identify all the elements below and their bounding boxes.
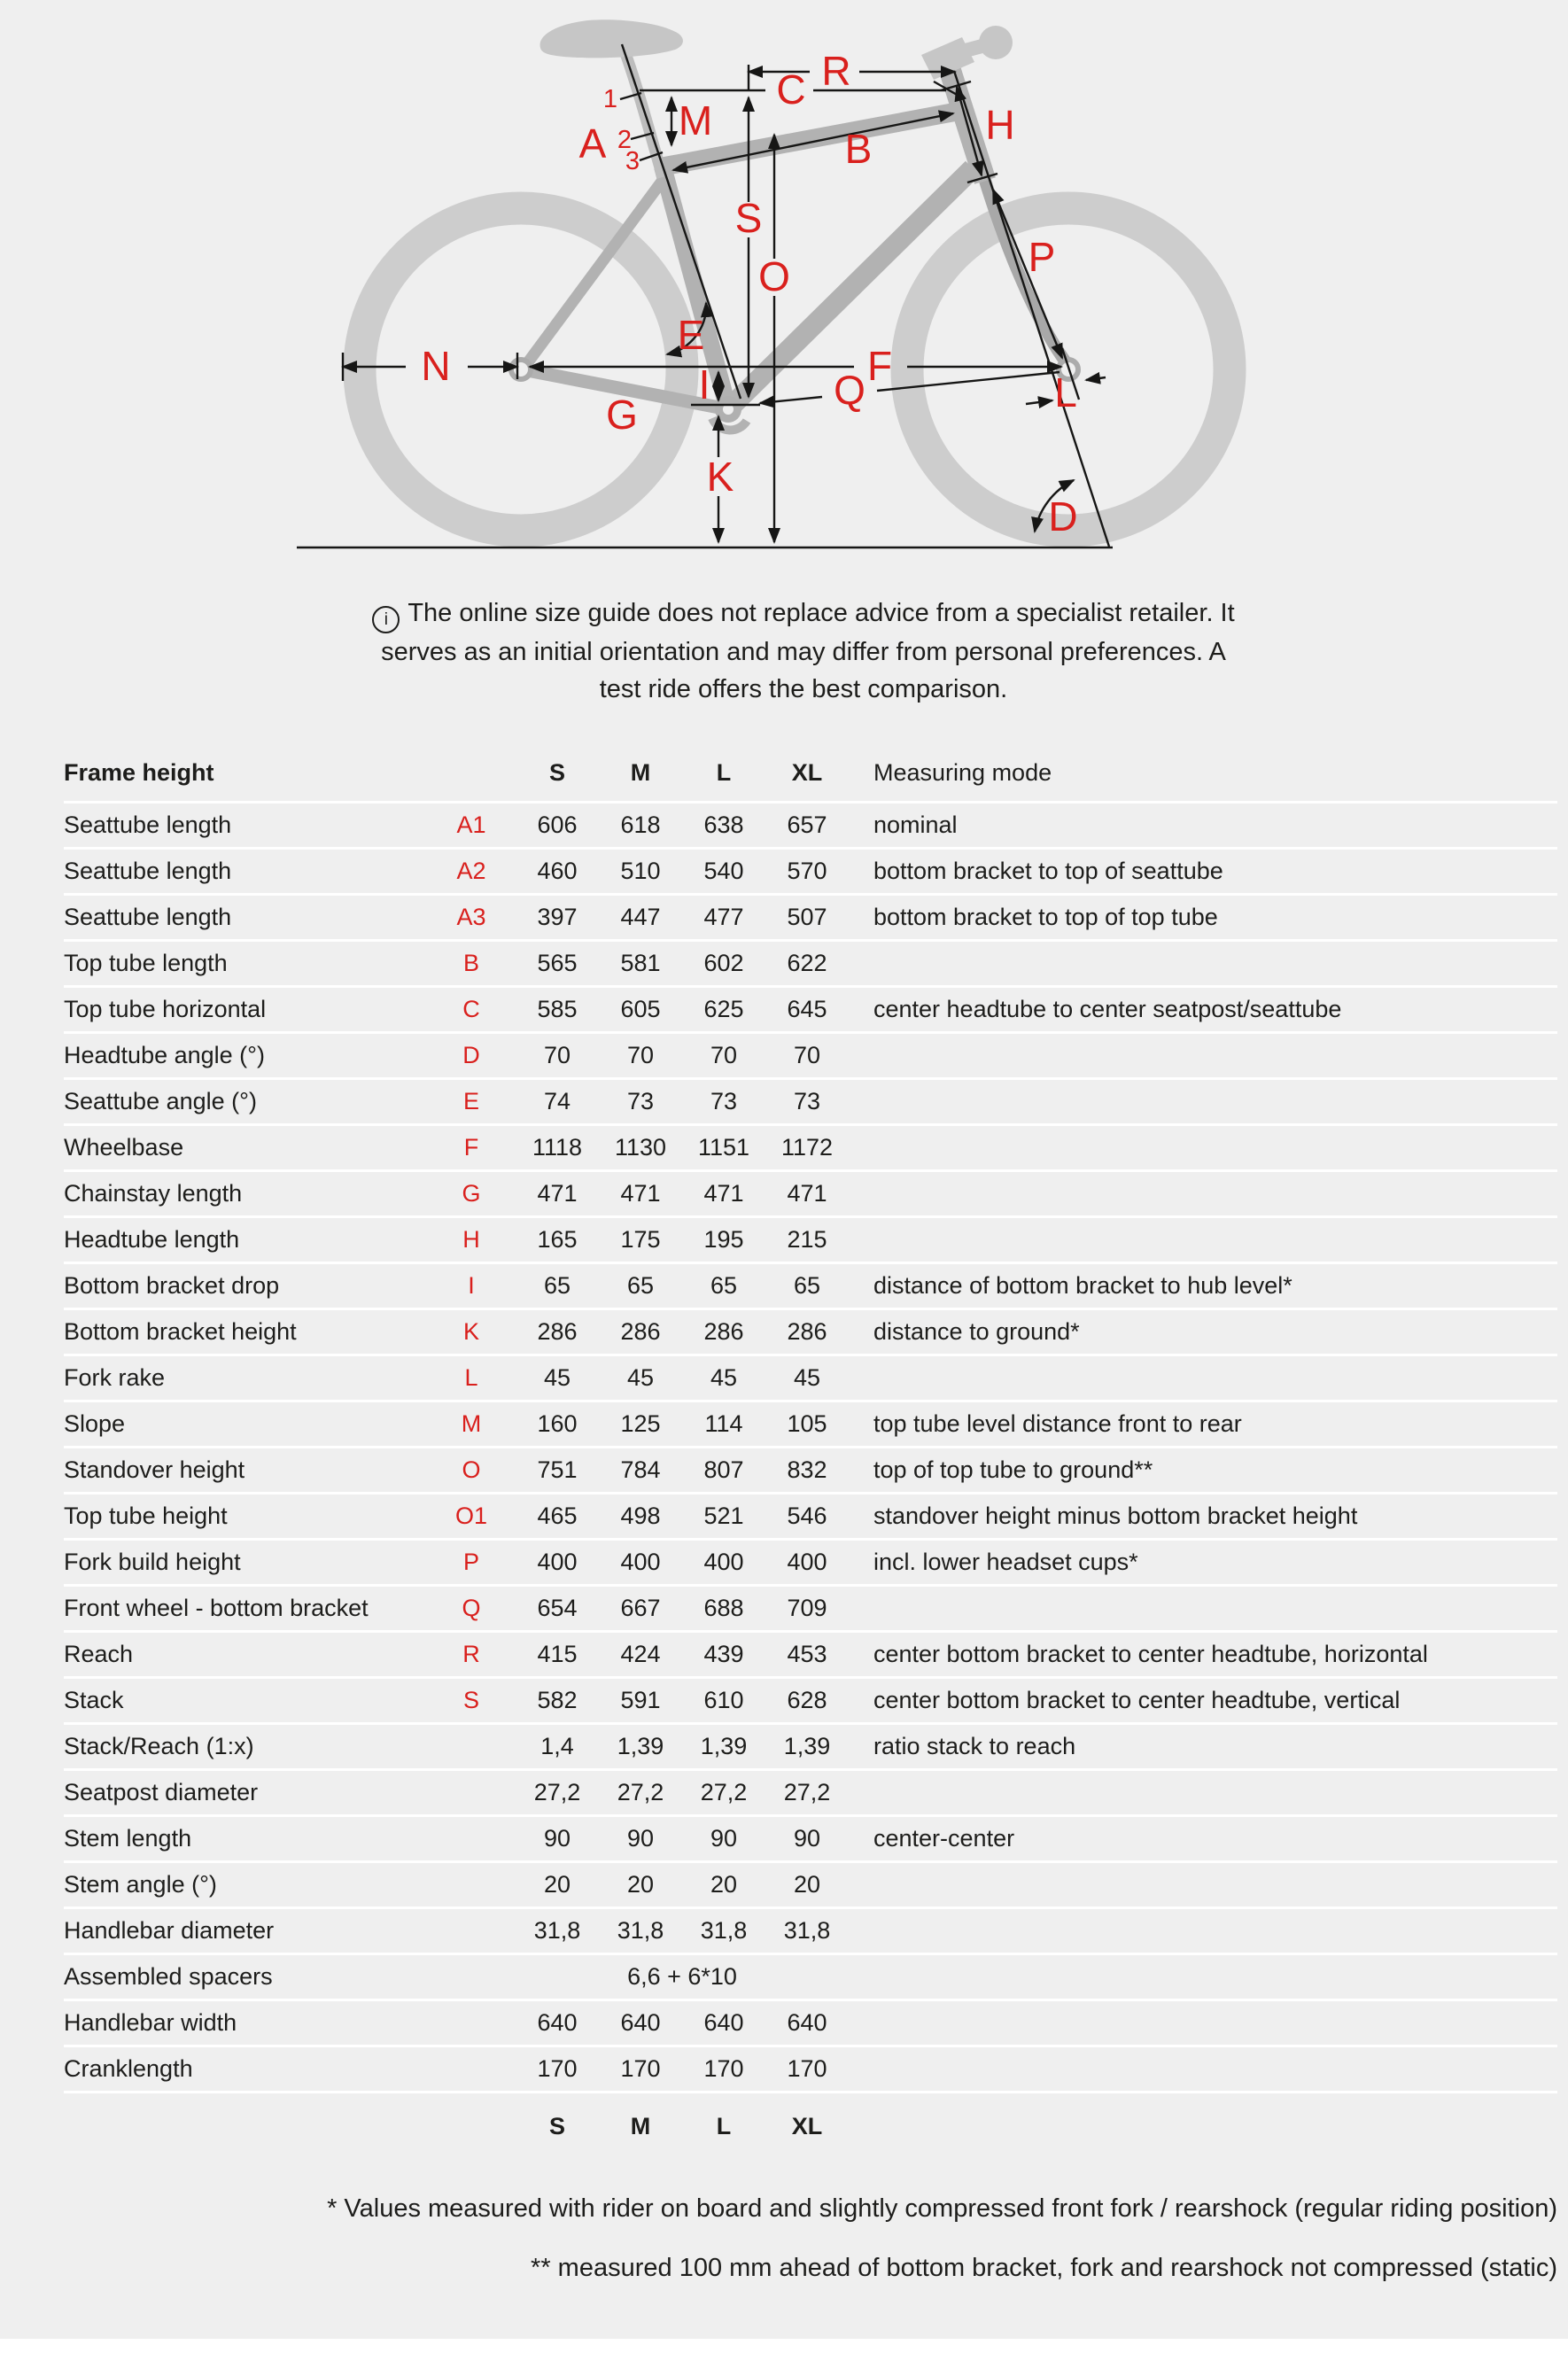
row-value-span: 6,6 + 6*10 (627, 1963, 737, 1990)
table-row (64, 1218, 1557, 1264)
row-label: Assembled spacers (64, 1963, 273, 1990)
row-measuring-mode: standover height minus bottom bracket height (873, 1502, 1358, 1529)
table-footer-size-l: L (716, 2112, 732, 2139)
row-value-s: 400 (537, 1549, 578, 1575)
row-value-l: 65 (710, 1272, 738, 1299)
diagram-label-wheelbase: F (866, 343, 893, 389)
row-label: Standover height (64, 1456, 245, 1483)
row-value-l: 286 (703, 1318, 744, 1345)
row-letter: E (462, 1088, 479, 1114)
row-value-xl: 507 (787, 904, 827, 930)
row-value-s: 65 (543, 1272, 571, 1299)
row-value-s: 70 (543, 1042, 571, 1068)
table-row (64, 1310, 1557, 1356)
row-value-m: 286 (620, 1318, 661, 1345)
row-value-m: 125 (620, 1410, 661, 1437)
diagram-label-standover: O (758, 253, 790, 299)
row-letter: D (462, 1042, 480, 1068)
row-value-m: 1,39 (617, 1733, 664, 1759)
row-value-m: 90 (626, 1825, 655, 1852)
row-letter: M (461, 1410, 482, 1437)
row-value-s: 20 (543, 1871, 571, 1898)
row-value-m: 784 (620, 1456, 661, 1483)
table-header-size-m: M (630, 759, 651, 786)
row-label: Cranklength (64, 2055, 193, 2082)
diagram-label-headtube-angle: D (1048, 493, 1078, 540)
row-value-xl: 70 (793, 1042, 821, 1068)
row-value-l: 90 (710, 1825, 738, 1852)
bike-geometry-diagram (0, 0, 1568, 580)
row-letter: S (462, 1687, 479, 1713)
row-value-xl: 622 (787, 950, 827, 976)
diagram-label-front-wheel-bb: Q (834, 367, 866, 413)
row-value-l: 638 (703, 811, 744, 838)
row-measuring-mode: nominal (873, 811, 958, 838)
row-value-xl: 546 (787, 1502, 827, 1529)
row-value-l: 170 (703, 2055, 744, 2082)
row-value-l: 195 (703, 1226, 744, 1253)
row-value-l: 73 (710, 1088, 738, 1114)
row-label: Handlebar width (64, 2009, 237, 2036)
table-row (64, 1172, 1557, 1218)
row-value-s: 582 (537, 1687, 578, 1713)
row-value-s: 471 (537, 1180, 578, 1207)
row-value-l: 27,2 (700, 1779, 748, 1805)
row-value-s: 27,2 (533, 1779, 581, 1805)
table-header-size-xl: XL (791, 759, 823, 786)
row-value-m: 640 (620, 2009, 661, 2036)
row-value-s: 460 (537, 858, 578, 884)
table-row (64, 1587, 1557, 1633)
row-value-m: 498 (620, 1502, 661, 1529)
row-value-xl: 640 (787, 2009, 827, 2036)
row-letter: H (462, 1226, 480, 1253)
row-label: Stack (64, 1687, 124, 1713)
bike-geometry-svg (0, 0, 1568, 580)
row-value-l: 625 (703, 996, 744, 1022)
row-value-xl: 832 (787, 1456, 827, 1483)
row-label: Seatpost diameter (64, 1779, 259, 1805)
row-value-l: 20 (710, 1871, 738, 1898)
row-letter: G (462, 1180, 481, 1207)
row-label: Wheelbase (64, 1134, 184, 1161)
row-measuring-mode: top of top tube to ground** (873, 1456, 1153, 1483)
row-value-m: 175 (620, 1226, 661, 1253)
table-row (64, 1541, 1557, 1587)
info-note-line: serves as an initial orientation and may differ from personal preferences. A (381, 638, 1226, 666)
row-letter: A2 (456, 858, 486, 884)
row-value-m: 667 (620, 1595, 661, 1621)
row-letter: B (462, 950, 479, 976)
row-value-xl: 1172 (780, 1134, 834, 1161)
table-row (64, 2047, 1557, 2093)
row-measuring-mode: distance to ground* (873, 1318, 1080, 1345)
table-footer-size-xl: XL (791, 2112, 823, 2139)
row-value-l: 1,39 (700, 1733, 748, 1759)
row-letter: O1 (454, 1502, 488, 1529)
table-header-label: Frame height (64, 759, 214, 786)
row-value-s: 606 (537, 811, 578, 838)
row-letter: A3 (456, 904, 486, 930)
row-value-s: 1118 (532, 1134, 583, 1161)
row-value-xl: 170 (787, 2055, 827, 2082)
table-row (64, 1402, 1557, 1448)
row-measuring-mode: ratio stack to reach (873, 1733, 1076, 1759)
table-row (64, 1863, 1557, 1909)
row-label: Seattube length (64, 811, 232, 838)
row-value-m: 27,2 (617, 1779, 664, 1805)
diagram-label-stack: S (734, 195, 763, 241)
table-row (64, 1080, 1557, 1126)
row-label: Fork rake (64, 1364, 166, 1391)
row-label: Headtube length (64, 1226, 240, 1253)
table-row (64, 1955, 1557, 2001)
row-value-xl: 105 (787, 1410, 827, 1437)
row-measuring-mode: center headtube to center seatpost/seattube (873, 996, 1342, 1022)
row-value-l: 477 (703, 904, 744, 930)
row-value-l: 45 (710, 1364, 738, 1391)
table-row (64, 1725, 1557, 1771)
table-row (64, 1356, 1557, 1402)
row-value-xl: 65 (793, 1272, 821, 1299)
row-label: Front wheel - bottom bracket (64, 1595, 369, 1621)
row-value-s: 565 (537, 950, 578, 976)
row-measuring-mode: bottom bracket to top of seattube (873, 858, 1223, 884)
table-row (64, 804, 1557, 850)
row-value-s: 397 (537, 904, 578, 930)
row-value-xl: 453 (787, 1641, 827, 1667)
row-value-xl: 471 (787, 1180, 827, 1207)
row-value-l: 31,8 (700, 1917, 748, 1944)
row-value-s: 74 (543, 1088, 571, 1114)
table-header-measuring-mode: Measuring mode (873, 759, 1052, 786)
row-letter: K (462, 1318, 479, 1345)
row-value-m: 618 (620, 811, 661, 838)
row-letter: O (462, 1456, 481, 1483)
row-value-m: 447 (620, 904, 661, 930)
diagram-label-seattube-angle: E (677, 312, 705, 358)
row-value-xl: 73 (793, 1088, 821, 1114)
row-label: Seattube length (64, 858, 232, 884)
row-value-l: 640 (703, 2009, 744, 2036)
table-header-size-l: L (716, 759, 732, 786)
table-row (64, 1264, 1557, 1310)
row-value-xl: 657 (787, 811, 827, 838)
row-value-s: 465 (537, 1502, 578, 1529)
row-label: Bottom bracket drop (64, 1272, 280, 1299)
row-value-xl: 628 (787, 1687, 827, 1713)
row-label: Top tube horizontal (64, 996, 267, 1022)
row-value-s: 640 (537, 2009, 578, 2036)
row-label: Seattube angle (°) (64, 1088, 257, 1114)
row-letter: A1 (456, 811, 486, 838)
row-letter: L (464, 1364, 478, 1391)
row-value-xl: 570 (787, 858, 827, 884)
row-value-s: 1,4 (540, 1733, 574, 1759)
diagram-label-rear-extension: N (421, 343, 451, 389)
row-letter: R (462, 1641, 480, 1667)
row-value-xl: 90 (793, 1825, 821, 1852)
row-value-l: 400 (703, 1549, 744, 1575)
row-value-s: 286 (537, 1318, 578, 1345)
footnote-static-measure: ** measured 100 mm ahead of bottom bracket, fork and rearshock not compressed (static) (531, 2254, 1557, 2282)
table-header-row (64, 745, 1557, 804)
diagram-label-fork-height: P (1028, 234, 1056, 280)
row-value-s: 170 (537, 2055, 578, 2082)
row-value-m: 20 (626, 1871, 655, 1898)
info-note-line: test ride offers the best comparison. (599, 675, 1008, 703)
row-value-xl: 31,8 (783, 1917, 831, 1944)
row-value-m: 45 (626, 1364, 655, 1391)
row-value-xl: 709 (787, 1595, 827, 1621)
row-measuring-mode: distance of bottom bracket to hub level* (873, 1272, 1292, 1299)
row-value-m: 591 (620, 1687, 661, 1713)
row-value-m: 73 (626, 1088, 655, 1114)
table-body (64, 804, 1557, 2093)
row-value-l: 1151 (697, 1134, 750, 1161)
row-value-l: 439 (703, 1641, 744, 1667)
table-footer-size-m: M (630, 2112, 651, 2139)
row-label: Headtube angle (°) (64, 1042, 265, 1068)
footnote-rider-compressed: * Values measured with rider on board and slightly compressed front fork / rearshock (regular riding position) (327, 2194, 1557, 2223)
row-letter: Q (462, 1595, 481, 1621)
row-value-m: 510 (620, 858, 661, 884)
table-row (64, 850, 1557, 896)
table-row (64, 942, 1557, 988)
diagram-label-a3: 3 (625, 147, 640, 175)
row-measuring-mode: incl. lower headset cups* (873, 1549, 1138, 1575)
diagram-label-slope: M (678, 97, 713, 144)
diagram-label-top-tube-horizontal: C (776, 66, 806, 113)
row-value-m: 70 (626, 1042, 655, 1068)
info-note-text: The online size guide does not replace advice from a specialist retailer. It (408, 599, 1235, 627)
row-value-s: 165 (537, 1226, 578, 1253)
row-label: Stem angle (°) (64, 1871, 217, 1898)
diagram-label-chainstay: G (606, 392, 638, 438)
row-letter: C (462, 996, 480, 1022)
row-label: Handlebar diameter (64, 1917, 275, 1944)
table-row (64, 988, 1557, 1034)
diagram-label-bb-drop: I (698, 361, 710, 408)
row-label: Bottom bracket height (64, 1318, 297, 1345)
row-value-s: 585 (537, 996, 578, 1022)
row-value-m: 170 (620, 2055, 661, 2082)
table-row (64, 1495, 1557, 1541)
table-row (64, 1448, 1557, 1495)
row-value-l: 688 (703, 1595, 744, 1621)
row-value-s: 45 (543, 1364, 571, 1391)
row-measuring-mode: center-center (873, 1825, 1015, 1852)
row-value-m: 400 (620, 1549, 661, 1575)
row-value-xl: 45 (793, 1364, 821, 1391)
table-row (64, 1034, 1557, 1080)
row-label: Seattube length (64, 904, 232, 930)
row-value-xl: 286 (787, 1318, 827, 1345)
row-letter: F (463, 1134, 479, 1161)
row-value-m: 605 (620, 996, 661, 1022)
row-value-l: 610 (703, 1687, 744, 1713)
row-value-xl: 1,39 (783, 1733, 831, 1759)
row-label: Chainstay length (64, 1180, 243, 1207)
diagram-label-seattube: A (578, 120, 607, 167)
table-footer-row (64, 2093, 1557, 2159)
row-letter: I (468, 1272, 475, 1299)
info-note-line (39, 594, 1568, 633)
table-row (64, 2001, 1557, 2047)
diagram-label-reach: R (821, 48, 851, 94)
row-value-m: 581 (620, 950, 661, 976)
info-note (0, 594, 1568, 708)
diagram-label-headtube: H (985, 102, 1015, 148)
row-value-l: 70 (710, 1042, 738, 1068)
frame-geometry-table (64, 745, 1557, 2159)
table-row (64, 1633, 1557, 1679)
table-row (64, 1126, 1557, 1172)
row-value-xl: 645 (787, 996, 827, 1022)
bottom-white-strip (0, 2339, 1568, 2376)
row-value-s: 31,8 (533, 1917, 581, 1944)
row-value-xl: 215 (787, 1226, 827, 1253)
row-value-s: 160 (537, 1410, 578, 1437)
diagram-label-a2: 2 (617, 126, 633, 154)
row-label: Slope (64, 1410, 126, 1437)
row-value-s: 751 (537, 1456, 578, 1483)
row-value-xl: 400 (787, 1549, 827, 1575)
table-row (64, 1771, 1557, 1817)
row-value-m: 1130 (614, 1134, 667, 1161)
row-value-l: 521 (703, 1502, 744, 1529)
table-row (64, 1909, 1557, 1955)
row-label: Stem length (64, 1825, 192, 1852)
row-label: Stack/Reach (1:x) (64, 1733, 254, 1759)
table-row (64, 896, 1557, 942)
row-value-s: 90 (543, 1825, 571, 1852)
row-label: Fork build height (64, 1549, 241, 1575)
diagram-label-a1: 1 (602, 85, 618, 113)
row-value-s: 654 (537, 1595, 578, 1621)
table-header-size-s: S (548, 759, 565, 786)
row-measuring-mode: top tube level distance front to rear (873, 1410, 1242, 1437)
row-value-l: 807 (703, 1456, 744, 1483)
row-label: Top tube length (64, 950, 228, 976)
row-value-l: 471 (703, 1180, 744, 1207)
row-value-xl: 20 (793, 1871, 821, 1898)
info-icon: i (372, 606, 400, 633)
row-value-m: 65 (626, 1272, 655, 1299)
row-measuring-mode: bottom bracket to top of top tube (873, 904, 1218, 930)
row-value-l: 114 (704, 1410, 743, 1437)
row-measuring-mode: center bottom bracket to center headtube, horizontal (873, 1641, 1428, 1667)
row-letter: P (462, 1549, 479, 1575)
row-measuring-mode: center bottom bracket to center headtube, vertical (873, 1687, 1401, 1713)
footnotes (64, 2194, 1557, 2283)
table-row (64, 1679, 1557, 1725)
row-value-m: 31,8 (617, 1917, 664, 1944)
row-value-l: 602 (703, 950, 744, 976)
row-value-xl: 27,2 (783, 1779, 831, 1805)
diagram-label-top-tube: B (844, 126, 873, 172)
row-label: Top tube height (64, 1502, 228, 1529)
diagram-label-fork-rake: L (1054, 369, 1077, 415)
row-value-s: 415 (537, 1641, 578, 1667)
row-value-m: 471 (620, 1180, 661, 1207)
row-value-l: 540 (703, 858, 744, 884)
row-value-m: 424 (620, 1641, 661, 1667)
table-footer-size-s: S (548, 2112, 565, 2139)
table-row (64, 1817, 1557, 1863)
row-label: Reach (64, 1641, 134, 1667)
diagram-label-bb-height: K (706, 454, 734, 500)
